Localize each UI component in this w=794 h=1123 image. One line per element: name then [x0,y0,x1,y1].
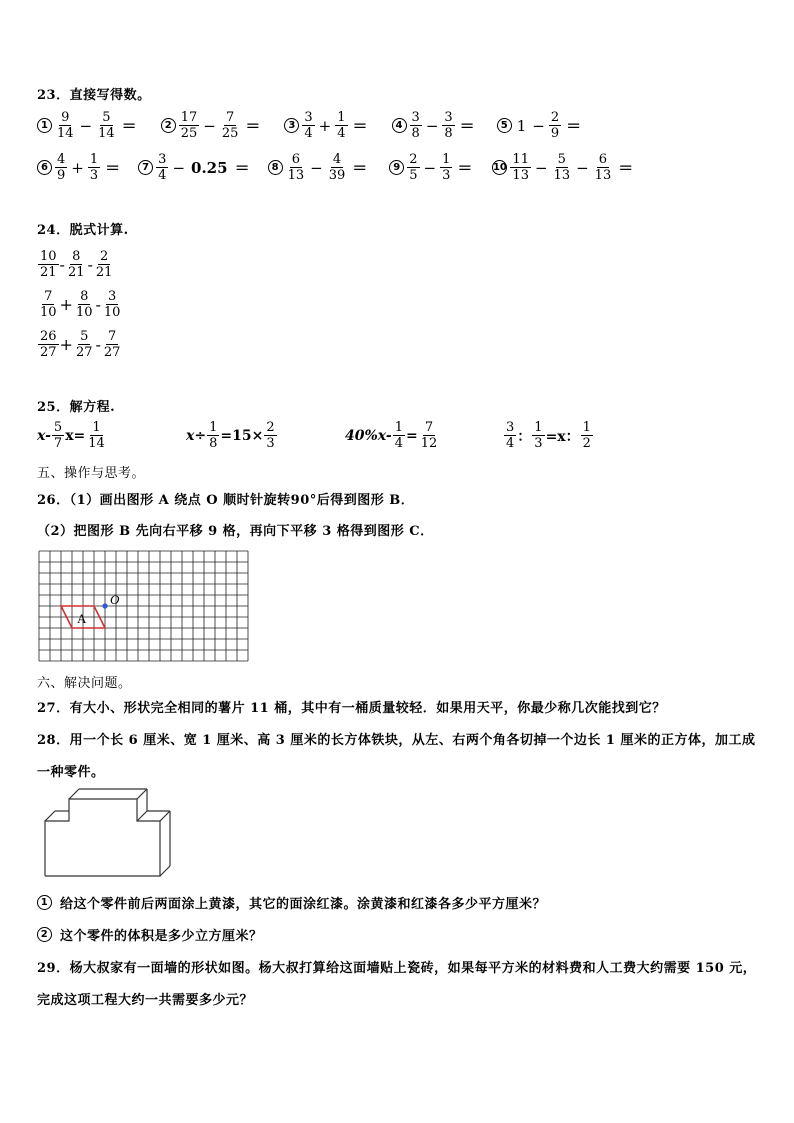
fraction [94,249,115,280]
operator: + [71,158,84,177]
fraction [179,110,200,141]
q23-item-1 [37,110,137,141]
circled-number-2: 2 [161,118,176,133]
equals-sign: ＝ [105,159,121,177]
operator: - [59,254,65,274]
denominator: 27 [75,344,93,360]
numerator: 3 [304,110,313,125]
operator: + [59,294,73,314]
equals-sign: ＝ [457,159,473,177]
fraction [302,110,314,141]
denominator: 3 [266,436,275,451]
fraction [55,152,67,183]
q23-item-2 [161,110,261,141]
denominator: 3 [89,168,99,183]
numerator: 17 [180,110,198,125]
operator: − [310,158,323,177]
q28-text-line1: 28．用一个长 6 厘米、宽 1 厘米、高 3 厘米的长方体铁块，从左、右两个角各切掉一个边长 1 厘米的正方体，加工成 [37,733,756,748]
fraction [532,420,544,451]
q29-text-line2: 完成这项工程大约一共需要多少元？ [37,993,254,1008]
equals-sign: ＝ [245,117,261,135]
equation-4 [503,420,594,451]
numerator: 3 [444,110,453,125]
fraction [440,152,452,183]
q24-title: 24．脱式计算. [37,223,129,238]
q24-row-2 [37,284,123,324]
denominator: 10 [40,304,57,320]
fraction [504,420,516,451]
fraction [74,329,95,360]
fraction [264,420,276,451]
denominator: 25 [221,126,239,141]
numerator: 4 [57,152,66,167]
circled-number-2: 2 [37,927,52,942]
fraction [552,152,573,183]
numerator: 2 [100,248,109,264]
operator: − [172,158,186,177]
fraction [96,110,117,141]
fraction [593,152,614,183]
fraction [407,152,419,183]
fraction [74,289,95,320]
numerator: 2 [550,110,560,125]
numerator: 6 [291,152,300,167]
numerator: 5 [557,152,566,167]
operator: - [87,254,93,274]
q28-sub2-text: 这个零件的体积是多少立方厘米？ [60,929,263,944]
equation-text: 40%x- [345,427,392,444]
fraction [207,420,219,451]
numerator: 3 [411,110,420,125]
denominator: 27 [40,344,57,360]
operator: + [318,116,332,135]
equals-sign: ＝ [566,117,582,135]
q23-item-9 [389,152,472,183]
equation-text: x÷ [186,427,207,444]
operator: - [95,334,101,354]
numerator: 1 [582,420,591,435]
operator: - [95,294,101,314]
denominator: 8 [411,126,420,141]
q25-title: 25．解方程. [37,400,116,415]
q23-row-1 [37,110,581,141]
denominator: 21 [40,264,57,280]
circled-number-6: 6 [37,160,52,175]
numerator: 5 [102,110,111,125]
denominator: 13 [594,168,612,183]
numerator: 1 [92,420,101,435]
circled-number-1: 1 [37,118,52,133]
equals-sign: ＝ [234,159,250,177]
q26-part2: （2）把图形 B 先向右平移 9 格，再向下平移 3 格得到图形 C． [37,524,434,539]
q23-item-3 [284,110,367,141]
equation-text: x= [65,427,86,444]
equation-text: =x： [545,428,580,445]
fraction [549,110,561,141]
fraction [86,420,107,451]
fraction [393,420,405,451]
operand: 0.25 [191,158,228,177]
numerator: 2 [266,420,275,435]
q28-sub1-text: 给这个零件前后两面涂上黄漆，其它的面涂红漆。涂黄漆和红漆各多少平方厘米？ [60,897,547,912]
q23-item-5 [497,110,581,141]
equals-sign: ＝ [352,159,368,177]
fraction [335,110,347,141]
denominator: 14 [98,126,115,141]
fraction [52,420,64,451]
numerator: 1 [442,152,451,167]
q28-text-line2: 一种零件。 [37,765,105,780]
q24-row-1 [37,244,123,284]
numerator: 26 [40,328,57,344]
numerator: 7 [424,420,434,435]
denominator: 10 [103,304,121,320]
fraction [102,329,123,360]
denominator: 14 [88,436,105,451]
equals-sign: ＝ [352,117,368,135]
circled-number-10: 10 [492,162,507,173]
equation-text: x- [37,427,51,444]
operator: − [79,116,93,135]
numerator: 2 [409,152,418,167]
operator: − [532,116,545,135]
circled-number-4: 4 [392,118,407,133]
denominator: 4 [304,126,313,141]
numerator: 3 [108,288,117,304]
q23-item-4 [392,110,475,141]
numerator: 8 [72,248,81,264]
numerator: 10 [40,248,57,264]
q27-text: 27．有大小、形状完全相同的薯片 11 桶，其中有一桶质量较轻．如果用天平，你最少称几次能找到它？ [37,701,666,716]
fraction [510,152,531,183]
numerator: 1 [89,152,99,167]
denominator: 12 [420,436,438,451]
numerator: 6 [598,152,608,167]
fraction [66,249,87,280]
equals-sign: ＝ [459,117,475,135]
label-o: O [110,592,120,607]
q28-sub1 [37,893,546,912]
operator: − [425,116,439,135]
fraction [419,420,440,451]
equals-sign: ＝ [121,117,137,135]
denominator: 7 [53,436,63,451]
denominator: 9 [550,126,560,141]
numerator: 7 [108,328,117,344]
section-6-heading: 六、解决问题。 [37,676,132,691]
denominator: 13 [287,168,305,183]
operand: 1 [516,116,527,135]
fraction [220,110,241,141]
equation-1 [37,420,108,451]
q24-row-3 [37,324,123,364]
denominator: 10 [75,304,93,320]
equation-3 [345,420,440,451]
fraction [581,420,593,451]
equation-text: =15× [220,427,264,444]
section-5-heading: 五、操作与思考。 [37,466,146,481]
fraction [102,289,123,320]
label-a: A [77,611,87,626]
denominator: 27 [103,344,121,360]
numerator: 5 [53,420,63,435]
part-drawing [40,788,180,880]
numerator: 7 [225,110,235,125]
numerator: 9 [61,110,70,125]
denominator: 13 [512,168,529,183]
equation-text: = [405,427,418,444]
point-o [102,603,107,608]
numerator: 5 [80,328,89,344]
numerator: 7 [44,288,53,304]
numerator: 4 [332,152,342,167]
denominator: 14 [57,126,74,141]
fraction [286,152,307,183]
fraction [327,152,348,183]
denominator: 13 [553,168,571,183]
q23-item-6 [37,152,120,183]
operator: − [423,158,437,177]
denominator: 5 [409,168,418,183]
operator: + [59,334,73,354]
q24-expressions [37,244,123,364]
fraction [442,110,454,141]
fraction [156,152,168,183]
numerator: 3 [506,420,515,435]
circled-number-7: 7 [138,160,153,175]
numerator: 1 [337,110,346,125]
equation-2 [186,420,278,451]
denominator: 21 [67,264,85,280]
q29-text-line1: 29．杨大叔家有一面墙的形状如图。杨大叔打算给这面墙贴上瓷砖，如果每平方米的材料费和人工费大约需要 150 元， [37,961,757,976]
operator: − [576,158,589,177]
circled-number-1: 1 [37,895,52,910]
denominator: 4 [337,126,346,141]
q28-sub2 [37,925,263,944]
q26-part1: 26．（1）画出图形 A 绕点 O 顺时针旋转90°后得到图形 B． [37,493,415,508]
numerator: 1 [394,420,403,435]
denominator: 21 [95,264,113,280]
circled-number-9: 9 [389,160,404,175]
colon: ： [517,428,532,445]
numerator: 1 [209,420,218,435]
fraction [88,152,100,183]
circled-number-8: 8 [268,160,283,175]
fraction [55,110,76,141]
fraction [410,110,422,141]
denominator: 25 [180,126,198,141]
q23-item-7 [138,152,249,183]
fraction [38,249,59,280]
numerator: 11 [512,152,529,167]
operator: − [203,116,216,135]
circled-number-3: 3 [284,118,299,133]
q23-title: 23．直接写得数。 [37,88,151,103]
fraction [38,289,59,320]
grid-figure [38,550,254,662]
numerator: 3 [158,152,167,167]
denominator: 2 [582,436,591,451]
denominator: 8 [209,436,218,451]
denominator: 39 [328,168,346,183]
denominator: 4 [158,168,167,183]
denominator: 3 [534,436,543,451]
operator: − [534,158,548,177]
numerator: 1 [534,420,543,435]
fraction [38,329,59,360]
q23-item-10 [492,152,633,183]
equals-sign: ＝ [618,159,634,177]
denominator: 9 [57,168,66,183]
denominator: 4 [506,436,515,451]
numerator: 8 [80,288,89,304]
circled-number-5: 5 [497,118,512,133]
q23-item-8 [268,152,368,183]
denominator: 3 [442,168,451,183]
denominator: 4 [394,436,403,451]
denominator: 8 [444,126,453,141]
q23-row-2 [37,152,633,183]
